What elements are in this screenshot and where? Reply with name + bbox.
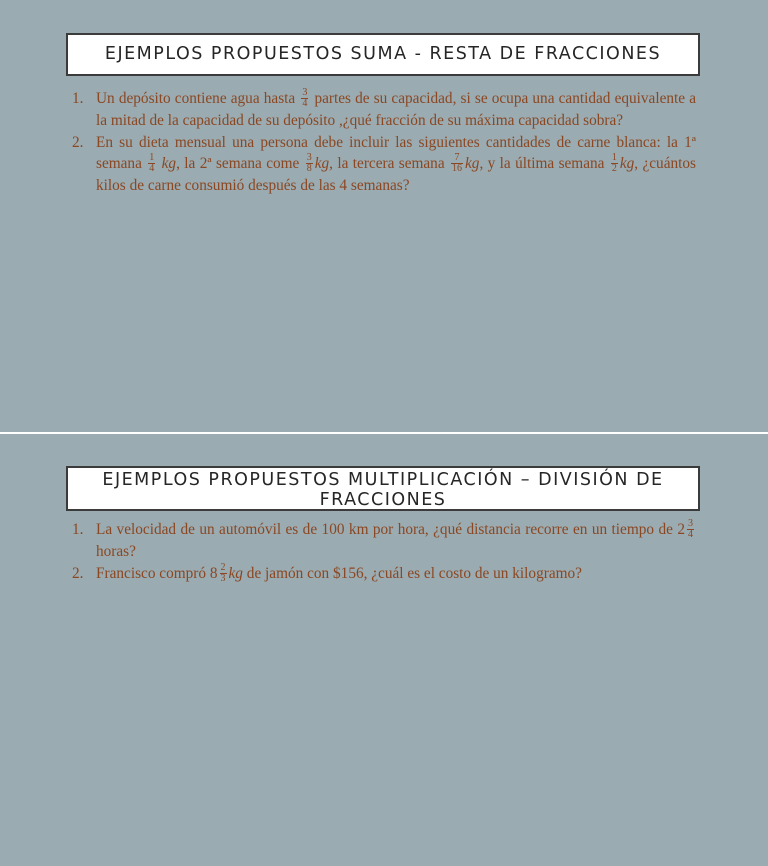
text-run: Francisco compró: [96, 564, 210, 582]
slide-title-text: EJEMPLOS PROPUESTOS SUMA - RESTA DE FRACCIONES: [104, 44, 662, 64]
fraction: [148, 153, 155, 174]
denominator: 2: [611, 162, 617, 174]
slide-sum-subtract: [0, 0, 768, 432]
problem-text: [96, 563, 696, 585]
denominator: 4: [302, 97, 308, 109]
slide-title-line-1: EJEMPLOS PROPUESTOS MULTIPLICACIÓN – DIVISIÓN DE: [102, 470, 664, 490]
problem-number: 1.: [72, 90, 84, 107]
slide-multiply-divide: [0, 434, 768, 866]
text-run: Un depósito contiene agua hasta: [96, 90, 300, 107]
problem-text: [96, 88, 696, 131]
numerator: 3: [306, 151, 312, 163]
slide-title: [66, 33, 700, 76]
whole-part: 8: [209, 564, 218, 582]
problem-text: [96, 132, 696, 196]
fraction: [306, 153, 313, 174]
fraction: [687, 519, 694, 540]
text-run: , y la última semana: [479, 154, 609, 172]
problem-item: [72, 88, 696, 131]
mixed-number: [209, 561, 229, 584]
denominator: 4: [688, 528, 693, 540]
numerator: 3: [688, 517, 693, 529]
text-run: La velocidad de un automóvil es de 100 km por hora, ¿qué distancia recorre en un tiempo de: [96, 521, 678, 538]
problem-number: 1.: [72, 521, 84, 538]
unit: kg: [314, 154, 330, 172]
mixed-number: [677, 517, 696, 540]
fraction: [451, 153, 463, 174]
text-run: horas?: [96, 542, 136, 560]
text-run: En su dieta mensual una persona debe incluir las siguientes cantidades de carne blanca: la 1ª semana: [96, 133, 696, 172]
problem-number: 2.: [72, 564, 84, 582]
numerator: 3: [302, 86, 308, 98]
fraction: [611, 153, 618, 174]
problem-list: [72, 88, 696, 197]
problem-item: [72, 519, 696, 562]
unit: kg: [619, 154, 635, 172]
text-run: , la 2ª semana come: [176, 154, 304, 172]
unit: kg: [465, 154, 480, 172]
denominator: 16: [452, 162, 462, 174]
unit: kg: [157, 154, 177, 172]
numerator: 7: [454, 151, 460, 163]
denominator: 8: [306, 162, 312, 174]
text-run: , la tercera semana: [329, 154, 449, 172]
problem-number: 2.: [72, 133, 84, 151]
numerator: 1: [611, 151, 617, 163]
fraction: [220, 563, 227, 584]
slide-title: [66, 466, 700, 511]
problem-item: [72, 132, 696, 196]
slide-title-line-2: FRACCIONES: [319, 490, 447, 510]
text-run: de jamón con $156, ¿cuál es el costo de un kilogramo?: [242, 564, 582, 582]
fraction: [301, 88, 308, 109]
text-run: , ¿cuántos kilos de carne consumió después de las 4 semanas?: [96, 154, 696, 194]
denominator: 4: [149, 162, 155, 174]
problem-list: [72, 519, 696, 586]
numerator: 2: [220, 561, 226, 573]
problem-text: [96, 519, 696, 562]
problem-item: [72, 563, 696, 585]
numerator: 1: [149, 151, 155, 163]
whole-part: 2: [677, 521, 685, 538]
denominator: 3: [220, 572, 226, 584]
unit: kg: [228, 564, 243, 582]
text-run: partes de su capacidad, si se ocupa una cantidad equivalente a la mitad de la capacidad de su depósito ,¿qué fracción de su máxima capacidad sobra?: [96, 90, 696, 129]
